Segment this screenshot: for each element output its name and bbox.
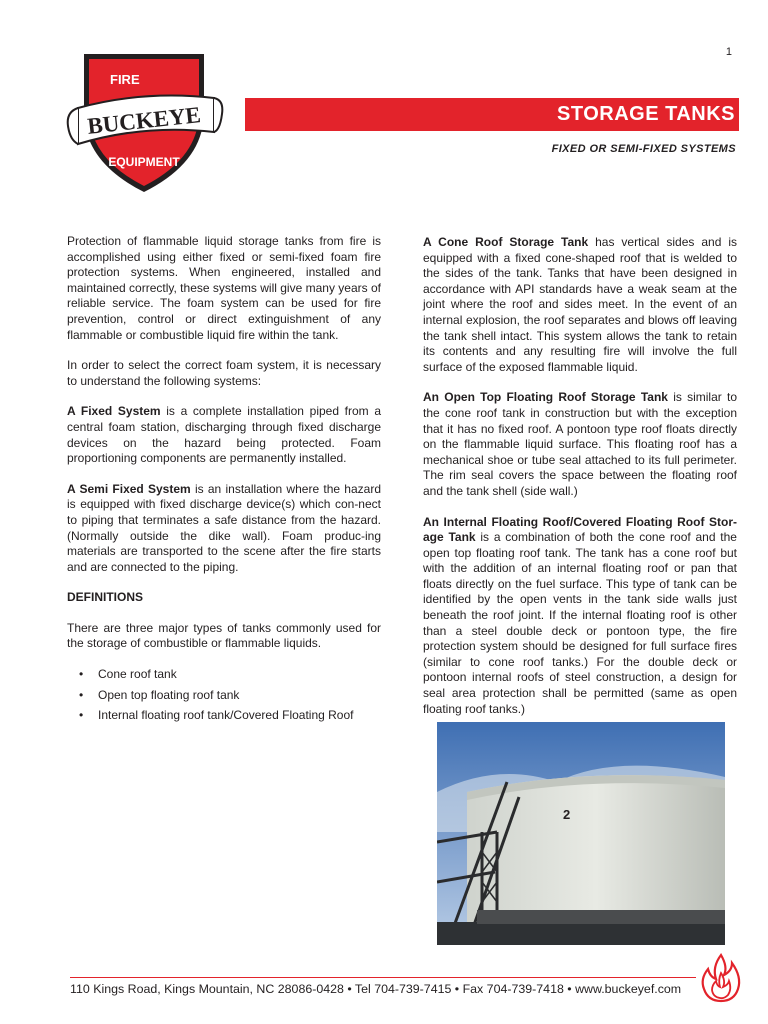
list-item: • Open top floating roof tank xyxy=(67,688,381,704)
open-top-term: An Open Top Floating Roof Storage Tank xyxy=(423,390,668,405)
intro-paragraph: Protection of flammable liquid storage tanks from fire is accomplished using either fixed or semi-fixed foam fire protection systems. When engineered, installed and maintained correctly, these systems will give many years of reliable service. The foam system can be used for fire prevention, control or direct extinguishment of any flammable or combustible liquid fire within the tank. xyxy=(67,234,381,342)
page-number: 1 xyxy=(725,46,732,58)
internal-floating-term: An Internal Floating Roof/Covered Floating Roof Stor-age Tank xyxy=(423,514,737,545)
page-subtitle: FIXED OR SEMI-FIXED SYSTEMS xyxy=(551,143,736,155)
logo-brand-text: BUCKEYE xyxy=(86,102,202,139)
footer-rule xyxy=(70,977,696,978)
fixed-system-paragraph xyxy=(67,404,381,466)
fixed-system-text: is a complete installation piped from a central foam station, discharging through fixed discharge devices on the hazard being protected. Foam proportioning components are permanently installed. xyxy=(67,404,382,466)
buckeye-logo xyxy=(64,40,224,200)
logo-equipment-text: EQUIPMENT xyxy=(108,155,180,169)
list-item: • Cone roof tank xyxy=(67,667,381,683)
semi-fixed-system-text: is an installation where the hazard is equipped with fixed discharge device(s) which con-nect to piping that terminates a safe distance from the hazard. (Normally outside the dike wall). Foam produc-ing materials are transported to the scene after the fire starts and are connected to the piping. xyxy=(67,481,381,574)
fixed-system-term: A Fixed System xyxy=(67,404,161,419)
flame-icon xyxy=(698,953,744,1003)
storage-tank-photo xyxy=(437,722,725,945)
definitions-heading: DEFINITIONS xyxy=(67,590,144,605)
semi-fixed-system-paragraph xyxy=(67,482,381,576)
tank-types-list xyxy=(67,667,381,724)
internal-floating-paragraph xyxy=(423,515,737,718)
logo-fire-text: FIRE xyxy=(110,72,140,87)
open-top-text: is similar to the cone roof tank in construction but with the exception that it has no fixed roof. A pontoon type roof floats directly on the flammable liquid surface. This floating roof has a mechanical shoe or tube seal attached to its full perimeter. The rim seal covers the space between the floating roof and the tank shell (side wall.) xyxy=(423,390,737,498)
select-paragraph: In order to select the correct foam system, it is necessary to understand the following systems: xyxy=(67,358,381,388)
right-column xyxy=(423,235,737,732)
tank-number: 2 xyxy=(563,807,571,822)
cone-roof-term: A Cone Roof Storage Tank xyxy=(423,235,589,249)
list-item: • Internal floating roof tank/Covered Floating Roof xyxy=(67,708,381,724)
internal-floating-text: is a combination of both the cone roof and the open top floating roof tank. The tank has a cone roof but with the addition of an internal floating roof or pan that floats directly on the fuel surface. This type of tank can be identified by the open vents in the tank side walls just beneath the roof joint. If the internal floating roof is other than a steel double deck or pontoon type, the fire protection system should be designed for full surface fires (similar to cone roof tanks.) For the double deck or pontoon internal roofs of steel construction, a design for seal area protection shall be permitted (same as open floating roof tanks.) xyxy=(423,530,737,716)
cone-roof-paragraph xyxy=(423,235,737,375)
cone-roof-text: has vertical sides and is equipped with a fixed cone-shaped roof that is welded to the sides of the tank. Tanks that have been designed in accordance with API standards have a weak seam at the joint where the roof and sides meet. In the event of an internal explosion, the roof separates and blows off leaving the tank shell intact. This system allows the tank to retain its contents and any resulting fire will involve the full surface of the exposed flammable liquid. xyxy=(423,235,737,374)
open-top-paragraph xyxy=(423,390,737,499)
page-title: STORAGE TANKS xyxy=(245,98,739,131)
definitions-intro: There are three major types of tanks commonly used for the storage of combustible or flammable liquids. xyxy=(67,620,381,651)
footer-address: 110 Kings Road, Kings Mountain, NC 28086-0428 • Tel 704-739-7415 • Fax 704-739-7418 • www.buckeyef.com xyxy=(70,982,682,996)
semi-fixed-system-term: A Semi Fixed System xyxy=(67,481,191,496)
left-column xyxy=(67,234,381,729)
